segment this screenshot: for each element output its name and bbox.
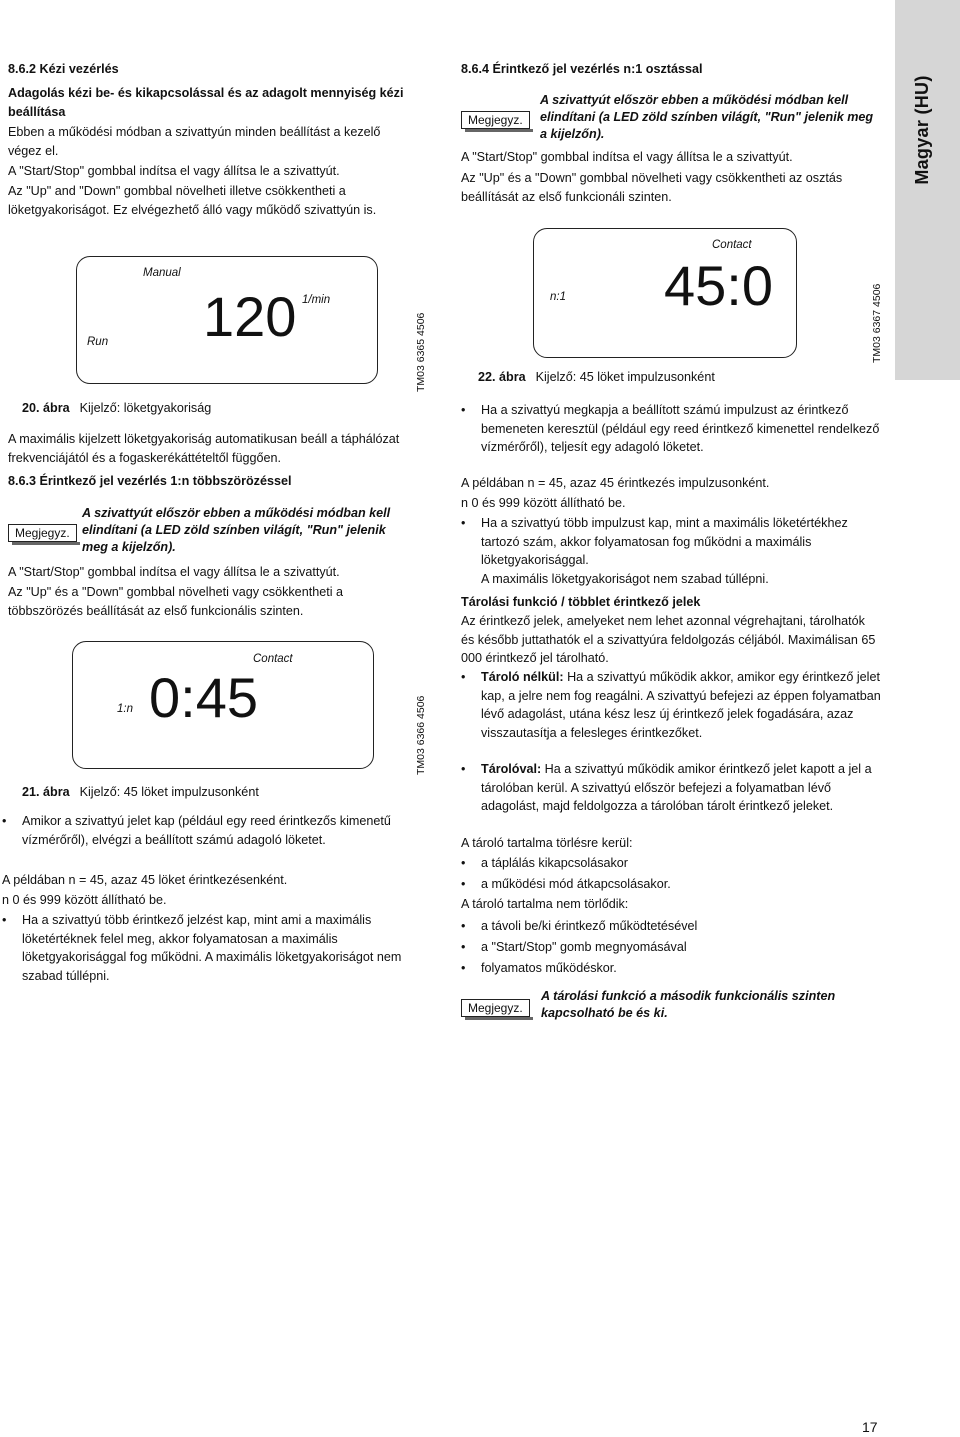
section-heading-862: 8.6.2 Kézi vezérlés (8, 62, 119, 76)
paragraph: Az "Up" és a "Down" gombbal növelheti vagy csökkentheti a többszörözés beállítását az első funkcionális szinten. (8, 585, 344, 618)
paragraph: Az "Up" and "Down" gombbal növelheti illetve csökkentheti a löketgyakoriságot. Ez elvégezhető álló vagy működő szivattyún is. (8, 184, 377, 217)
note-text: A szivattyút először ebben a működési módban kell elindítani (a LED zöld színben világít, "Run" jelenik meg a kijelzőn). (82, 506, 391, 554)
figure-number: 21. ábra (22, 785, 70, 799)
display-unit: 1/min (302, 294, 331, 306)
list-item-bold: Tárolóval: (481, 762, 542, 776)
figure-caption-text: Kijelző: 45 löket impulzusonként (535, 370, 715, 384)
list-item (461, 668, 881, 742)
paragraph: A "Start/Stop" gombbal indítsa el vagy állítsa le a szivattyút. (8, 565, 340, 579)
list-item: • Ha a szivattyú megkapja a beállított számú impulzust az érintkező bemeneten keresztül (például egy reed érintkező kimenettel rendelkező vízmérőről), teljesít egy adagoló löketet. (461, 401, 881, 457)
paragraph: A "Start/Stop" gombbal indítsa el vagy állítsa le a szivattyút. (461, 150, 793, 164)
paragraph: A maximális kijelzett löketgyakoriság automatikusan beáll a táphálózat frekvenciájától és a fogaskerékáttételtől függően. (8, 432, 400, 465)
figure-caption-20 (22, 399, 211, 418)
mode-label-contact: Contact (712, 239, 752, 251)
list-item (461, 514, 881, 588)
figure-code: TM03 6366 4506 (415, 695, 427, 775)
display-value: 0:45 (149, 666, 258, 729)
list-item-text: A maximális löketgyakoriságot nem szabad túllépni. (481, 571, 769, 586)
figure-caption-text: Kijelző: löketgyakoriság (79, 401, 212, 415)
section-heading-storage: Tárolási funkció / többlet érintkező jelek (461, 595, 701, 609)
paragraph: n 0 és 999 között állítható be. (2, 893, 167, 907)
subheading-manual: Adagolás kézi be- és kikapcsolással és az adagolt mennyiség kézi beállítása (8, 86, 404, 119)
section-heading-863: 8.6.3 Érintkező jel vezérlés 1:n többszörözéssel (8, 474, 292, 488)
list-item: • a működési mód átkapcsolásakor. (461, 875, 881, 894)
bullet-list (461, 668, 881, 745)
list-item: • Amikor a szivattyú jelet kap (például egy reed érintkezős kimenetű vízmérőről), elvégzi a beállított számú adagoló löketet. (2, 812, 416, 849)
note-text: A szivattyút először ebben a működési módban kell elindítani (a LED zöld színben világít, "Run" jelenik meg a kijelzőn). (540, 93, 874, 141)
bullet-list (461, 854, 881, 876)
page-number: 17 (862, 1419, 878, 1435)
paragraph: A példában n = 45, azaz 45 löket érintkezésenként. (2, 873, 288, 887)
bullet-list (2, 911, 416, 988)
language-label: Magyar (HU) (912, 75, 932, 185)
list-item-text: Ha a szivattyú működik akkor, amikor egy érintkező jelet kap, a jelre nem fog reagálni. A szivattyú befejezi az éppen folyamatban lévő adagolást, utána kész lesz új érintkező jelek fogadására, azaz visszautasítja a felesleges érintkezőket. (481, 670, 881, 740)
list-item-text: Ha a szivattyú több impulzust kap, mint a maximális löketértékhez tartozó szám, akkor folyamatosan fog működni a maximális löketgyakorisággal. (481, 516, 848, 568)
section-heading-864: 8.6.4 Érintkező jel vezérlés n:1 osztással (461, 62, 703, 76)
bullet-list (461, 959, 881, 981)
paragraph: Ebben a működési módban a szivattyún minden beállítást a kezelő végez el. (8, 125, 381, 158)
paragraph: A "Start/Stop" gombbal indítsa el vagy állítsa le a szivattyút. (8, 164, 340, 178)
paragraph: A tároló tartalma nem törlődik: (461, 897, 629, 911)
list-item-text: Ha a szivattyú működik amikor érintkező jelet kapott a jel a tárolóban kerül. A szivattyú először befejezi a folyamatban lévő adagolást, majd feldolgozza a tárolóban tárolt érintkező jeleket. (481, 762, 872, 814)
figure-code: TM03 6367 4506 (871, 283, 883, 363)
note-label: Megjegyz. (461, 111, 530, 129)
figure-number: 20. ábra (22, 401, 70, 415)
mode-label-manual: Manual (143, 267, 181, 279)
bullet-list (461, 401, 881, 460)
paragraph: A példában n = 45, azaz 45 érintkezés impulzusonként. (461, 476, 770, 490)
bullet-list (461, 514, 881, 591)
figure-code: TM03 6365 4506 (415, 312, 427, 392)
figure-number: 22. ábra (478, 370, 526, 384)
display-value: 120 (203, 285, 297, 348)
paragraph: Az "Up" és a "Down" gombbal növelheti vagy csökkentheti az osztás beállítását az első funkcionáli szinten. (461, 171, 843, 204)
list-item: • a távoli be/ki érintkező működtetésével (461, 917, 881, 936)
display-figure-22 (533, 228, 797, 358)
bullet-list (461, 938, 881, 960)
bullet-list (461, 875, 881, 897)
ratio-label: n:1 (550, 291, 566, 303)
status-label-run: Run (87, 336, 109, 348)
paragraph: n 0 és 999 között állítható be. (461, 496, 626, 510)
list-item: • a "Start/Stop" gomb megnyomásával (461, 938, 881, 957)
figure-caption-21 (22, 783, 259, 802)
list-item (461, 760, 881, 816)
display-figure-20 (76, 256, 378, 384)
mode-label-contact: Contact (253, 653, 293, 665)
bullet-list (461, 917, 881, 939)
list-item: • Ha a szivattyú több érintkező jelzést kap, mint ami a maximális löketértéknek felel meg, akkor folyamatosan a maximális löketgyakorisággal fog működni. A maximális löketgyakoriságot nem szabad túllépni. (2, 911, 416, 985)
list-item: • a táplálás kikapcsolásakor (461, 854, 881, 873)
display-figure-21 (72, 641, 374, 769)
note-label: Megjegyz. (461, 999, 530, 1017)
list-item: • folyamatos működéskor. (461, 959, 881, 978)
paragraph: A tároló tartalma törlésre kerül: (461, 836, 633, 850)
display-value: 45:0 (664, 254, 773, 317)
note-text: A tárolási funkció a második funkcionális szinten kapcsolható be és ki. (541, 989, 836, 1020)
list-item-bold: Tároló nélkül: (481, 670, 564, 684)
note-label: Megjegyz. (8, 524, 77, 542)
bullet-list (461, 760, 881, 819)
bullet-list (2, 812, 416, 852)
figure-caption-text: Kijelző: 45 löket impulzusonként (79, 785, 259, 799)
ratio-label: 1:n (117, 703, 133, 715)
figure-caption-22 (478, 368, 715, 387)
paragraph: Az érintkező jelek, amelyeket nem lehet azonnal végrehajtani, tárolhatók és később juttathatók el a szivattyúra feldolgozás céljából. Maximálisan 65 000 érintkező jel tárolható. (461, 614, 876, 666)
